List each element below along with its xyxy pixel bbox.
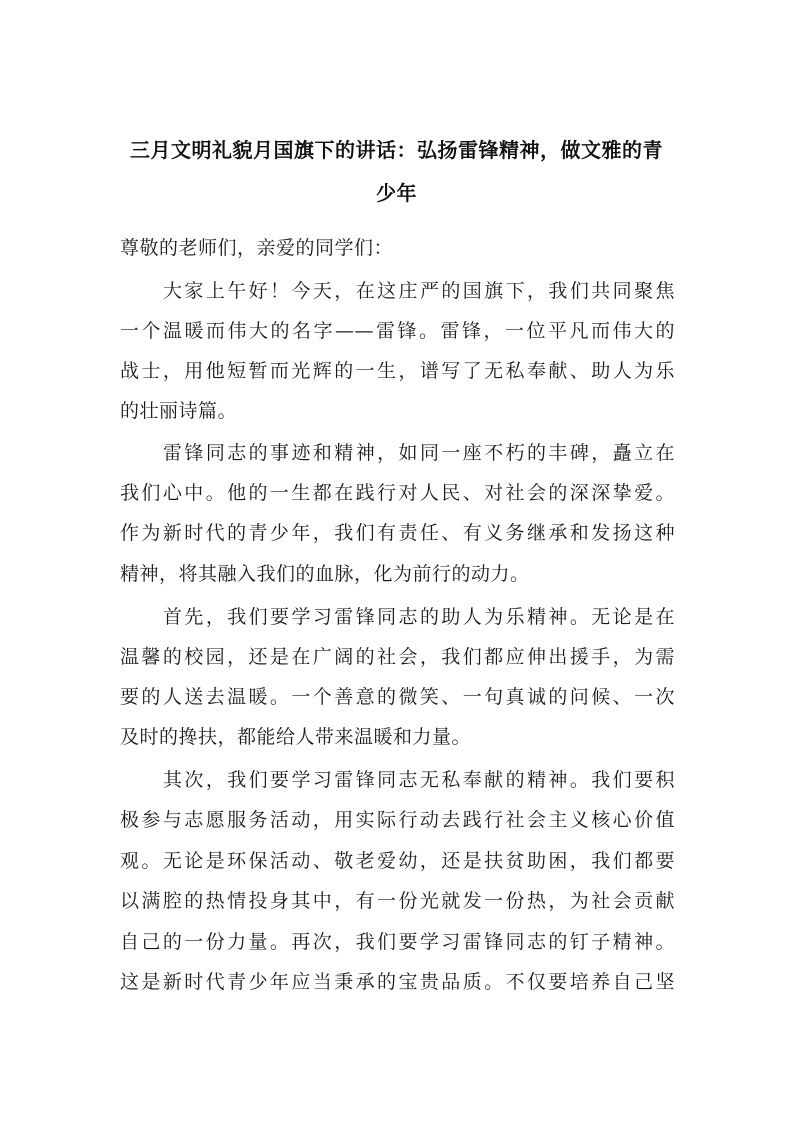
paragraph-line: 作为新时代的青少年，我们有责任、有义务继承和发扬这种 — [120, 522, 675, 544]
document-title-line-1: 三月文明礼貌月国旗下的讲话：弘扬雷锋精神，做文雅的青 — [130, 138, 663, 162]
paragraph-line: 要的人送去温暖。一个善意的微笑、一句真诚的问候、一次 — [120, 686, 675, 708]
document-title-line-2: 少年 — [376, 181, 417, 205]
paragraph-line: 雷锋同志的事迹和精神，如同一座不朽的丰碑，矗立在 — [163, 442, 675, 464]
paragraph-line: 极参与志愿服务活动，用实际行动去践行社会主义核心价值 — [120, 809, 675, 831]
paragraph-line: 首先，我们要学习雷锋同志的助人为乐精神。无论是在 — [163, 606, 675, 628]
paragraph-line: 我们心中。他的一生都在践行对人民、对社会的深深挚爱。 — [120, 482, 675, 504]
paragraph-line: 其次，我们要学习雷锋同志无私奉献的精神。我们要积 — [163, 769, 675, 791]
paragraph-line: 以满腔的热情投身其中，有一份光就发一份热，为社会贡献 — [120, 890, 675, 912]
paragraph-line: 及时的搀扶，都能给人带来温暖和力量。 — [120, 726, 472, 748]
paragraph-line: 战士，用他短暂而光辉的一生，谱写了无私奉献、助人为乐 — [120, 360, 675, 382]
paragraph-line: 温馨的校园，还是在广阔的社会，我们都应伸出援手，为需 — [120, 646, 675, 668]
paragraph-line: 观。无论是环保活动、敬老爱幼，还是扶贫助困，我们都要 — [120, 850, 675, 872]
paragraph-line: 一个温暖而伟大的名字——雷锋。雷锋，一位平凡而伟大的 — [120, 320, 675, 342]
paragraph-line: 精神，将其融入我们的血脉，化为前行的动力。 — [120, 563, 530, 585]
paragraph-line: 的壮丽诗篇。 — [120, 400, 238, 422]
paragraph-line: 这是新时代青少年应当秉承的宝贵品质。不仅要培养自己坚 — [120, 971, 675, 993]
paragraph-line: 大家上午好！今天，在这庄严的国旗下，我们共同聚焦 — [163, 280, 675, 302]
greeting-line: 尊敬的老师们，亲爱的同学们： — [120, 237, 394, 259]
paragraph-line: 自己的一份力量。再次，我们要学习雷锋同志的钉子精神。 — [120, 931, 675, 953]
